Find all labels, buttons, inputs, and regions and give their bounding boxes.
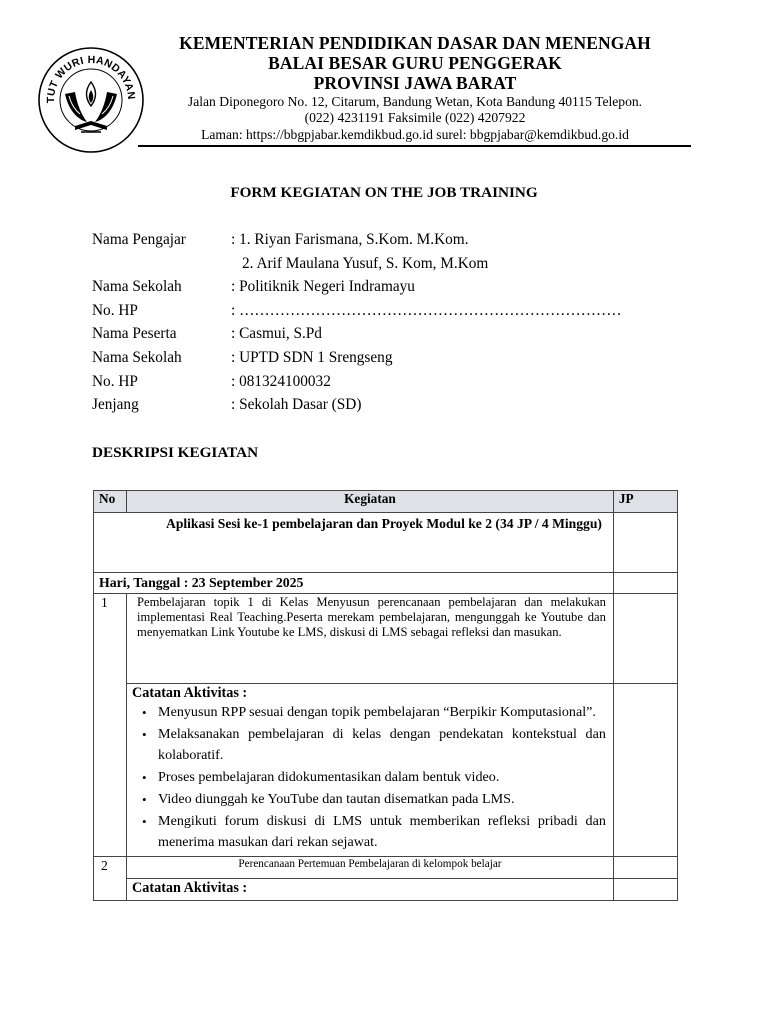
jp-cell	[613, 878, 677, 900]
letterhead-institution: BALAI BESAR GURU PENGGERAK	[268, 53, 562, 73]
field-value: : 1. Riyan Farismana, S.Kom. M.Kom.	[231, 231, 469, 248]
table-row	[94, 684, 678, 857]
letterhead-web-email: Laman: https://bbgpjabar.kemdikbud.go.id surel: bbgpjabar@kemdikbud.go.id	[201, 127, 629, 142]
day-date: Hari, Tanggal : 23 September 2025	[94, 573, 614, 594]
field-row	[92, 278, 682, 302]
field-row	[92, 255, 682, 279]
table-row	[94, 594, 678, 684]
field-value: 2. Arif Maulana Yusuf, S. Kom, M.Kom	[242, 254, 489, 272]
tut-wuri-handayani-emblem-icon	[35, 42, 147, 154]
table-row	[94, 878, 678, 900]
letterhead-address: Jalan Diponegoro No. 12, Citarum, Bandung Wetan, Kota Bandung 40115 Telepon.	[187, 94, 643, 109]
session-cell	[94, 513, 614, 573]
activity-notes	[127, 684, 614, 857]
notes-list	[132, 702, 606, 854]
logo-motto-text: TUT WURI HANDAYAN	[44, 53, 138, 104]
section-title: DESKRIPSI KEGIATAN	[92, 444, 259, 461]
list-item: • Melaksanakan pembelajaran di kelas dengan pendekatan kontekstual dan kolaboratif.	[132, 724, 606, 767]
participant-fields	[92, 231, 682, 420]
header-kegiatan: Kegiatan	[127, 491, 614, 513]
activity-description: Pembelajaran topik 1 di Kelas Menyusun perencanaan pembelajaran dan melakukan implementasi Real Teaching.Peserta merekam pembelajaran, mengunggah ke Youtube dan menyematkan Link Youtube ke LMS, diskusi di LMS sebagai refleksi dan masukan.	[127, 594, 614, 684]
field-row	[92, 231, 682, 255]
row-number: 2	[94, 856, 127, 900]
field-row	[92, 302, 682, 326]
form-title: FORM KEGIATAN ON THE JOB TRAINING	[230, 184, 538, 201]
field-label: Jenjang	[92, 396, 139, 414]
notes-title: Catatan Aktivitas :	[132, 685, 248, 701]
field-label: Nama Sekolah	[92, 348, 182, 366]
field-row	[92, 325, 682, 349]
header-no: No	[94, 491, 127, 513]
session-jp-cell	[613, 513, 677, 573]
field-row	[92, 396, 682, 420]
session-title: Aplikasi Sesi ke-1 pembelajaran dan Proyek Modul ke 2 (34 JP / 4 Minggu)	[166, 516, 602, 531]
jp-cell	[613, 594, 677, 684]
day-row	[94, 573, 678, 594]
field-label: Nama Pengajar	[92, 231, 186, 248]
letterhead-province: PROVINSI JAWA BARAT	[313, 73, 517, 93]
letterhead-ministry: KEMENTERIAN PENDIDIKAN DASAR DAN MENENGAH	[179, 33, 651, 53]
list-item: • Mengikuti forum diskusi di LMS untuk memberikan refleksi pribadi dan menerima masukan dari rekan sejawat.	[132, 811, 606, 854]
field-value: : Casmui, S.Pd	[231, 325, 322, 343]
list-item: • Video diunggah ke YouTube dan tautan disematkan pada LMS.	[132, 789, 606, 811]
jp-cell	[613, 856, 677, 878]
field-value: : Sekolah Dasar (SD)	[231, 396, 362, 414]
field-value: : UPTD SDN 1 Srengseng	[231, 348, 393, 366]
field-row	[92, 373, 682, 397]
row-number: 1	[94, 594, 127, 857]
jp-cell	[613, 684, 677, 857]
field-label: Nama Peserta	[92, 325, 177, 343]
activity-description: Perencanaan Pertemuan Pembelajaran di kelompok belajar	[127, 856, 614, 878]
day-jp-cell	[613, 573, 677, 594]
letterhead	[0, 0, 768, 150]
field-value: : …………………………………………………………………	[231, 301, 622, 319]
field-value: : Politiknik Negeri Indramayu	[231, 278, 415, 296]
letterhead-phone-fax: (022) 4231191 Faksimile (022) 4207922	[304, 110, 526, 125]
field-label: No. HP	[92, 372, 138, 390]
session-row	[94, 513, 678, 573]
field-row	[92, 349, 682, 373]
header-jp: JP	[613, 491, 677, 513]
field-value: : 081324100032	[231, 372, 331, 390]
field-label: No. HP	[92, 301, 138, 319]
activity-table	[93, 490, 678, 901]
field-label: Nama Sekolah	[92, 278, 182, 296]
notes-title: Catatan Aktivitas :	[127, 878, 614, 900]
letterhead-divider	[138, 145, 691, 147]
table-row	[94, 856, 678, 878]
list-item: • Proses pembelajaran didokumentasikan dalam bentuk video.	[132, 767, 606, 789]
list-item: • Menyusun RPP sesuai dengan topik pembelajaran “Berpikir Komputasional”.	[132, 702, 606, 724]
table-header-row	[94, 491, 678, 513]
